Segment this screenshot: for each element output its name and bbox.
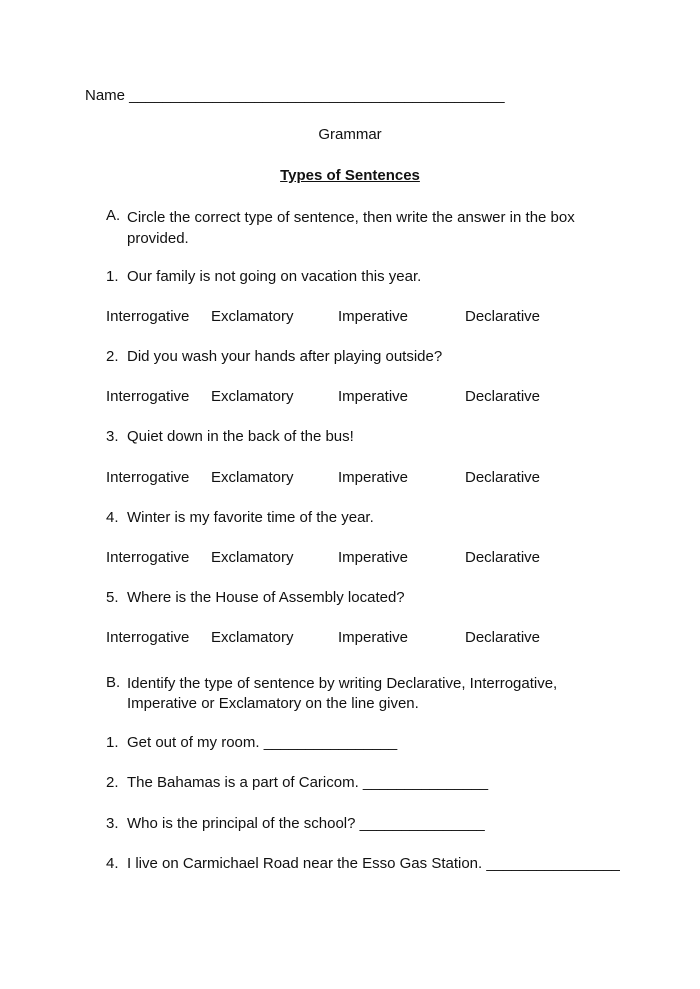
option-declarative[interactable]: Declarative	[465, 388, 541, 405]
option-imperative[interactable]: Imperative	[338, 308, 409, 325]
question-b1-number: 1.	[106, 734, 119, 751]
option-interrogative[interactable]: Interrogative	[106, 388, 190, 405]
question-b2-number: 2.	[106, 774, 119, 791]
question-a4-number: 4.	[106, 509, 119, 526]
option-exclamatory[interactable]: Exclamatory	[211, 629, 294, 646]
option-imperative[interactable]: Imperative	[338, 629, 409, 646]
option-declarative[interactable]: Declarative	[465, 308, 541, 325]
question-a4-text: Winter is my favorite time of the year.	[127, 509, 374, 526]
option-exclamatory[interactable]: Exclamatory	[211, 388, 294, 405]
question-a2-number: 2.	[106, 348, 119, 365]
section-a-instruction: Circle the correct type of sentence, then write the answer in the box provided.	[127, 209, 575, 247]
option-interrogative[interactable]: Interrogative	[106, 308, 190, 325]
question-b1-text[interactable]: Get out of my room. ________________	[127, 734, 398, 751]
option-interrogative[interactable]: Interrogative	[106, 469, 190, 486]
option-exclamatory[interactable]: Exclamatory	[211, 549, 294, 566]
name-line: Name _____________________________________________	[85, 87, 505, 104]
question-b3-number: 3.	[106, 815, 119, 832]
section-b-marker: B.	[106, 674, 121, 691]
option-exclamatory[interactable]: Exclamatory	[211, 469, 294, 486]
option-exclamatory[interactable]: Exclamatory	[211, 308, 294, 325]
question-b3-text[interactable]: Who is the principal of the school? _______________	[127, 815, 485, 832]
question-b4-number: 4.	[106, 855, 119, 872]
question-a5-number: 5.	[106, 589, 119, 606]
option-imperative[interactable]: Imperative	[338, 388, 409, 405]
subject-heading: Grammar	[318, 126, 382, 143]
option-declarative[interactable]: Declarative	[465, 629, 541, 646]
question-a3-number: 3.	[106, 428, 119, 445]
option-interrogative[interactable]: Interrogative	[106, 629, 190, 646]
question-a2-text: Did you wash your hands after playing outside?	[127, 348, 443, 365]
worksheet-title: Types of Sentences	[280, 167, 420, 184]
question-a1-number: 1.	[106, 268, 119, 285]
option-declarative[interactable]: Declarative	[465, 549, 541, 566]
option-interrogative[interactable]: Interrogative	[106, 549, 190, 566]
option-imperative[interactable]: Imperative	[338, 469, 409, 486]
question-a1-text: Our family is not going on vacation this year.	[127, 268, 422, 285]
question-b4-text[interactable]: I live on Carmichael Road near the Esso Gas Station. ________________	[127, 855, 620, 872]
option-declarative[interactable]: Declarative	[465, 469, 541, 486]
section-a-marker: A.	[106, 207, 121, 224]
question-a3-text: Quiet down in the back of the bus!	[127, 428, 354, 445]
option-imperative[interactable]: Imperative	[338, 549, 409, 566]
section-b-instruction: Identify the type of sentence by writing Declarative, Interrogative, Imperative or Exclamatory on the line given.	[127, 675, 558, 712]
question-a5-text: Where is the House of Assembly located?	[127, 589, 405, 606]
question-b2-text[interactable]: The Bahamas is a part of Caricom. _______________	[127, 774, 489, 791]
